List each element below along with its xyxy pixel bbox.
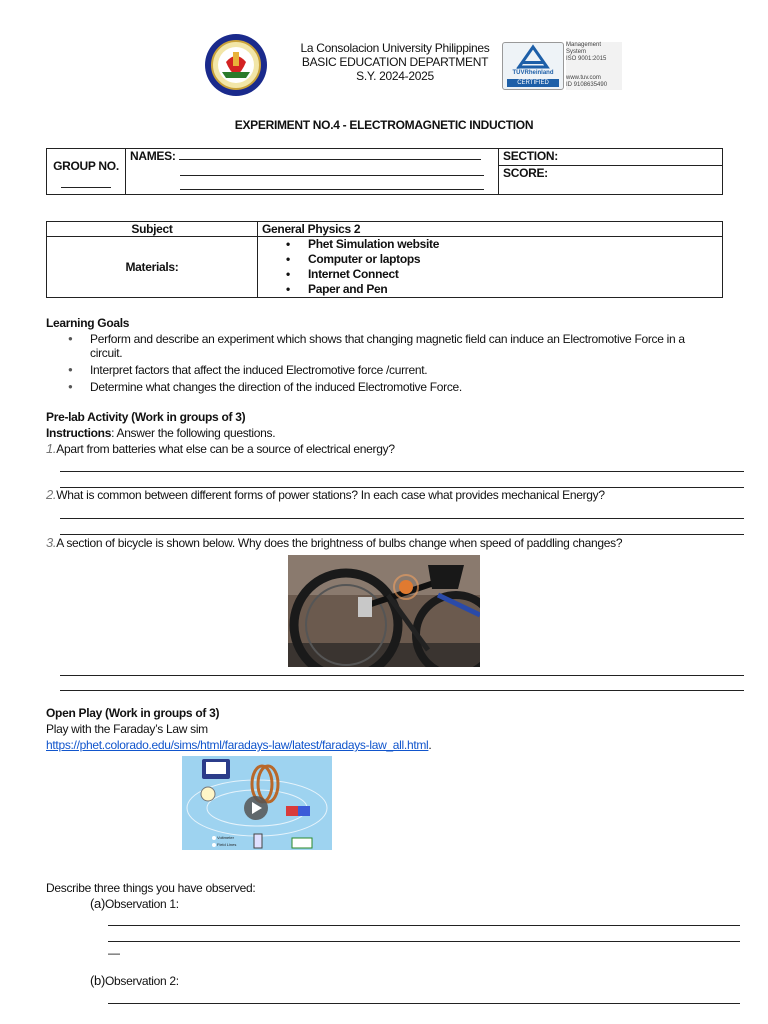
- iso-certification-logo: [502, 42, 620, 90]
- subject-label: Subject: [47, 222, 258, 237]
- list-item: ● Determine what changes the direction of the induced Electromotive Force.: [90, 380, 726, 394]
- names-label: NAMES:: [130, 149, 176, 163]
- school-year: S.Y. 2024-2025: [356, 69, 434, 83]
- names-blank-1: [179, 159, 481, 160]
- subject-value: General Physics 2: [258, 222, 723, 237]
- open-play-heading: Open Play (Work in groups of 3): [46, 706, 220, 720]
- prelab-instructions: [46, 426, 275, 440]
- open-play-instructions: Play with the Faraday’s Law sim: [46, 722, 208, 736]
- list-item: • Phet Simulation website: [308, 237, 718, 252]
- observation-number: (a): [90, 896, 105, 911]
- experiment-title: EXPERIMENT NO.4 - ELECTROMAGNETIC INDUCTION: [234, 118, 534, 132]
- list-item: • Computer or laptops: [308, 252, 718, 267]
- question-number: 1.: [46, 441, 57, 456]
- list-item: ● Perform and describe an experiment which shows that changing magnetic field can induce an Electromotive Force in a circuit.: [90, 332, 690, 360]
- observation-1: [90, 897, 179, 911]
- observation-label: Observation 1:: [105, 897, 179, 911]
- answer-line[interactable]: [108, 925, 740, 926]
- instructions-label: Instructions: [46, 426, 112, 440]
- learning-goals-list: [46, 332, 726, 394]
- answer-line[interactable]: [60, 534, 744, 535]
- question-2: [46, 488, 605, 502]
- question-3: [46, 536, 622, 550]
- bicycle-dynamo-photo: [288, 555, 480, 667]
- school-info: [282, 41, 508, 83]
- score-cell[interactable]: SCORE:: [499, 166, 723, 195]
- answer-line[interactable]: [60, 471, 744, 472]
- faradays-law-sim-link[interactable]: https://phet.colorado.edu/sims/html/faradays-law/latest/faradays-law_all.html: [46, 738, 429, 752]
- learning-goals-heading: Learning Goals: [46, 316, 130, 330]
- question-number: 2.: [46, 487, 57, 502]
- link-suffix: .: [428, 738, 432, 752]
- school-name: La Consolacion University Philippines: [300, 41, 490, 55]
- group-no-label: GROUP NO.: [53, 159, 119, 173]
- faradays-law-sim-thumbnail[interactable]: [182, 756, 332, 850]
- observation-2: [90, 974, 179, 988]
- group-no-blank: [61, 179, 111, 188]
- materials-label: Materials:: [47, 237, 258, 298]
- sim-label-field-lines: Field Lines: [217, 842, 237, 847]
- question-1: [46, 442, 395, 456]
- instructions-text: : Answer the following questions.: [111, 426, 276, 440]
- question-text: What is common between different forms of power stations? In each case what provides mechanical Energy?: [56, 488, 605, 502]
- names-cell[interactable]: [126, 149, 499, 195]
- list-item: • Paper and Pen: [308, 282, 718, 297]
- cert-badge: CERTIFIED: [507, 79, 559, 87]
- university-seal: [204, 32, 268, 98]
- observations-prompt: Describe three things you have observed:: [46, 881, 256, 895]
- list-item: ● Interpret factors that affect the induced Electromotive force /current.: [90, 363, 726, 377]
- names-blank-2: [180, 169, 484, 176]
- question-text: Apart from batteries what else can be a source of electrical energy?: [56, 442, 395, 456]
- department-name: BASIC EDUCATION DEPARTMENT: [301, 55, 489, 69]
- materials-table: [46, 221, 723, 298]
- section-cell[interactable]: SECTION:: [499, 149, 723, 166]
- learning-goals-section: [46, 316, 726, 397]
- list-item: • Internet Connect: [308, 267, 718, 282]
- tuv-triangle-icon: [503, 43, 563, 73]
- student-info-table: [46, 148, 723, 195]
- materials-list-cell: [258, 237, 723, 298]
- answer-line[interactable]: [108, 941, 740, 942]
- answer-line[interactable]: [60, 518, 744, 519]
- prelab-heading: Pre-lab Activity (Work in groups of 3): [46, 410, 246, 424]
- sim-label-voltmeter: Voltmeter: [217, 835, 234, 840]
- question-number: 3.: [46, 535, 57, 550]
- cert-id: ID 9108635490: [566, 82, 608, 88]
- observation-number: (b): [90, 973, 105, 988]
- question-text: A section of bicycle is shown below. Why does the brightness of bulbs change when speed of paddling changes?: [56, 536, 623, 550]
- answer-line[interactable]: [60, 675, 744, 676]
- observation-label: Observation 2:: [105, 974, 179, 988]
- cert-system: Management System: [566, 42, 602, 55]
- answer-line[interactable]: [60, 690, 744, 691]
- cert-url: www.tuv.com: [566, 75, 601, 81]
- sim-link-line: [46, 738, 431, 752]
- trailing-dash: —: [108, 946, 120, 960]
- names-blank-3: [180, 183, 484, 190]
- cert-brand: TÜVRheinland: [512, 70, 554, 76]
- answer-line[interactable]: [108, 1003, 740, 1004]
- group-number-cell[interactable]: [47, 149, 126, 195]
- materials-list: [262, 237, 718, 297]
- cert-standard: ISO 9001:2015: [566, 56, 607, 62]
